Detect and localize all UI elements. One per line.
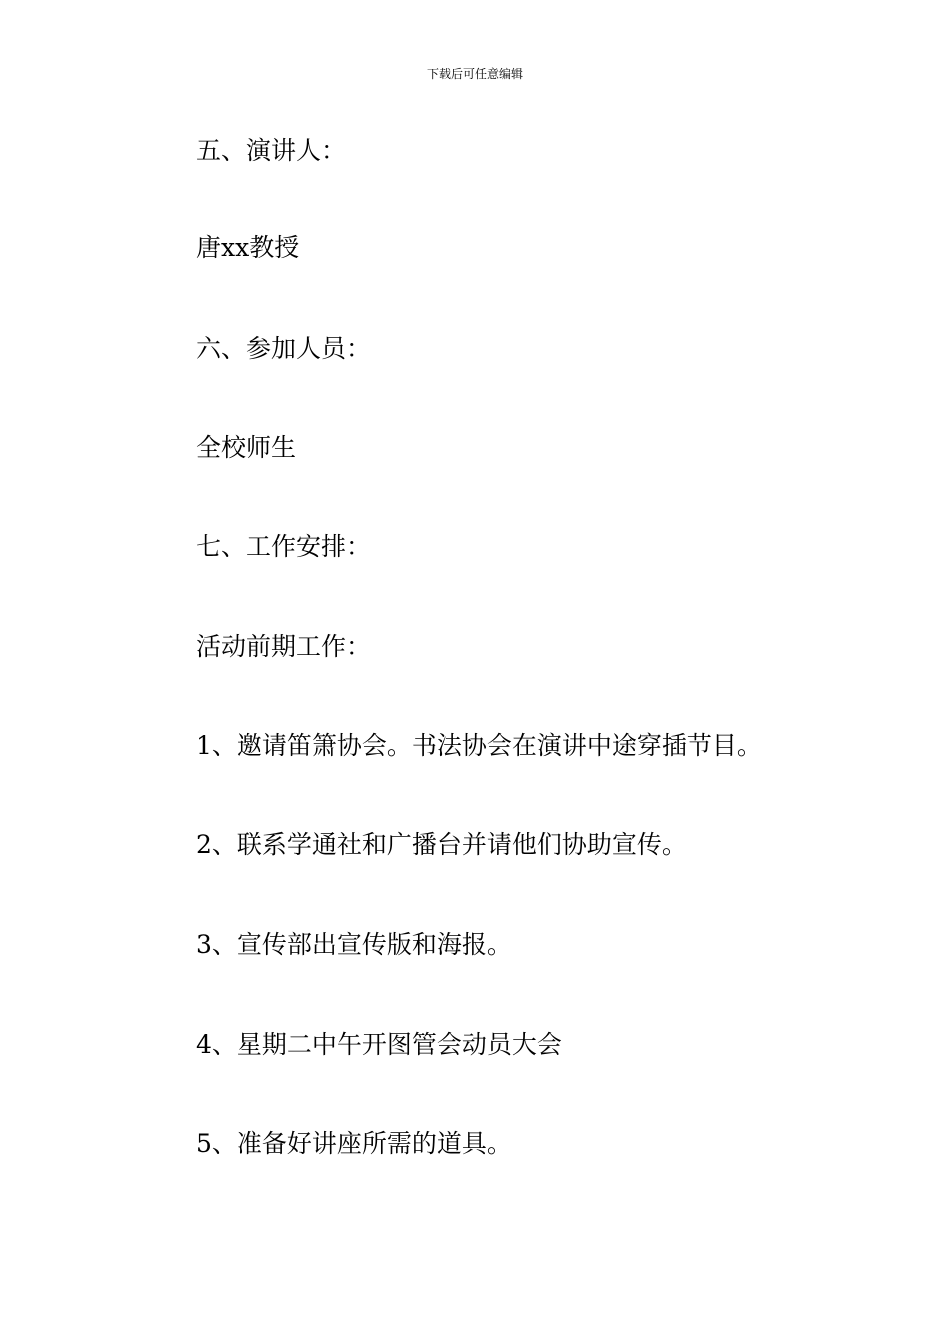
section-speaker-heading: 五、演讲人： — [196, 136, 347, 165]
list-item: 1、邀请笛箫协会。书法协会在演讲中途穿插节目。 — [196, 731, 762, 760]
list-item: 2、联系学通社和广播台并请他们协助宣传。 — [196, 830, 687, 859]
speaker-name: 唐xx教授 — [196, 233, 300, 262]
list-item: 3、宣传部出宣传版和海报。 — [196, 930, 512, 959]
section-work-arrangement-heading: 七、工作安排： — [196, 532, 372, 561]
list-item: 5、准备好讲座所需的道具。 — [196, 1129, 512, 1158]
page-header: 下载后可任意编辑 — [426, 67, 523, 81]
list-item: 4、星期二中午开图管会动员大会 — [196, 1030, 562, 1059]
participants-text: 全校师生 — [196, 433, 297, 462]
preliminary-work-heading: 活动前期工作： — [196, 632, 372, 661]
section-participants-heading: 六、参加人员： — [196, 334, 372, 363]
